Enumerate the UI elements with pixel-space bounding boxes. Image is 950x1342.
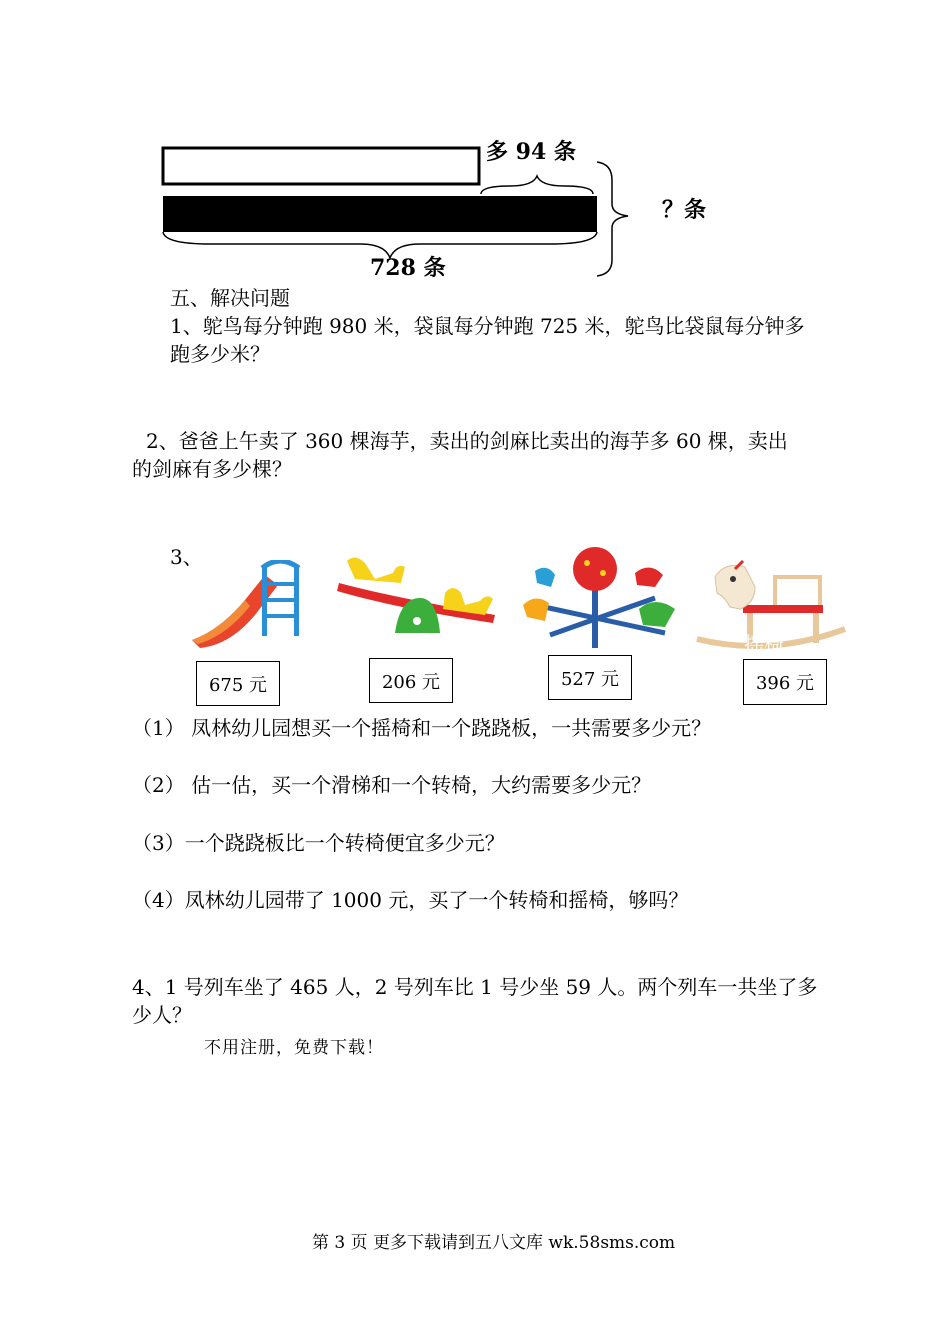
- section-heading: 五、解决问题: [170, 286, 290, 310]
- bar-diagram: [150, 130, 750, 280]
- rocking-chair-price: 396 元: [743, 659, 827, 705]
- question-3-label: 3、: [170, 545, 203, 569]
- sub-question-4: （4）凤林幼儿园带了 1000 元，买了一个转椅和摇椅，够吗？: [132, 888, 689, 912]
- longer-bar: [163, 196, 597, 232]
- question-2-line-2: 的剑麻有多少棵？: [132, 457, 292, 481]
- question-1-line-1: 1、鸵鸟每分钟跑 980 米，袋鼠每分钟跑 725 米，鸵鸟比袋鼠每分钟多: [170, 314, 805, 338]
- question-4-line-1: 4、1 号列车坐了 465 人，2 号列车比 1 号少坐 59 人。两个列车一共坐了多: [132, 975, 818, 999]
- page-footer: 第 3 页 更多下载请到五八文库 wk.58sms.com: [312, 1233, 676, 1253]
- total-label: 728 条: [370, 255, 446, 281]
- slide-icon: [190, 560, 305, 650]
- rocking-chair-label: 摇椅: [744, 632, 784, 656]
- download-note: 不用注册，免费下载！: [204, 1038, 384, 1058]
- question-label: ？条: [662, 197, 707, 223]
- swivel-chair-icon: [515, 543, 685, 653]
- slide-price: 675 元: [196, 661, 280, 706]
- sub-question-1: （1） 凤林幼儿园想买一个摇椅和一个跷跷板，一共需要多少元？: [132, 716, 712, 740]
- sub-question-3: （3）一个跷跷板比一个转椅便宜多少元？: [132, 831, 505, 855]
- extra-brace: [481, 176, 593, 194]
- seesaw-price: 206 元: [369, 658, 453, 703]
- sum-brace: [597, 162, 628, 276]
- more-label: 多 94 条: [486, 139, 576, 165]
- sub-question-2: （2） 估一估，买一个滑梯和一个转椅，大约需要多少元？: [132, 773, 652, 797]
- swivel-chair-price: 527 元: [548, 655, 632, 700]
- question-2-line-1: 2、爸爸上午卖了 360 棵海芋，卖出的剑麻比卖出的海芋多 60 棵，卖出: [146, 429, 788, 453]
- seesaw-icon: [335, 553, 500, 643]
- shorter-bar: [163, 148, 479, 184]
- bar-diagram-graphic: [150, 130, 750, 280]
- question-4-line-2: 少人？: [132, 1003, 192, 1027]
- question-1-line-2: 跑多少米？: [170, 342, 270, 366]
